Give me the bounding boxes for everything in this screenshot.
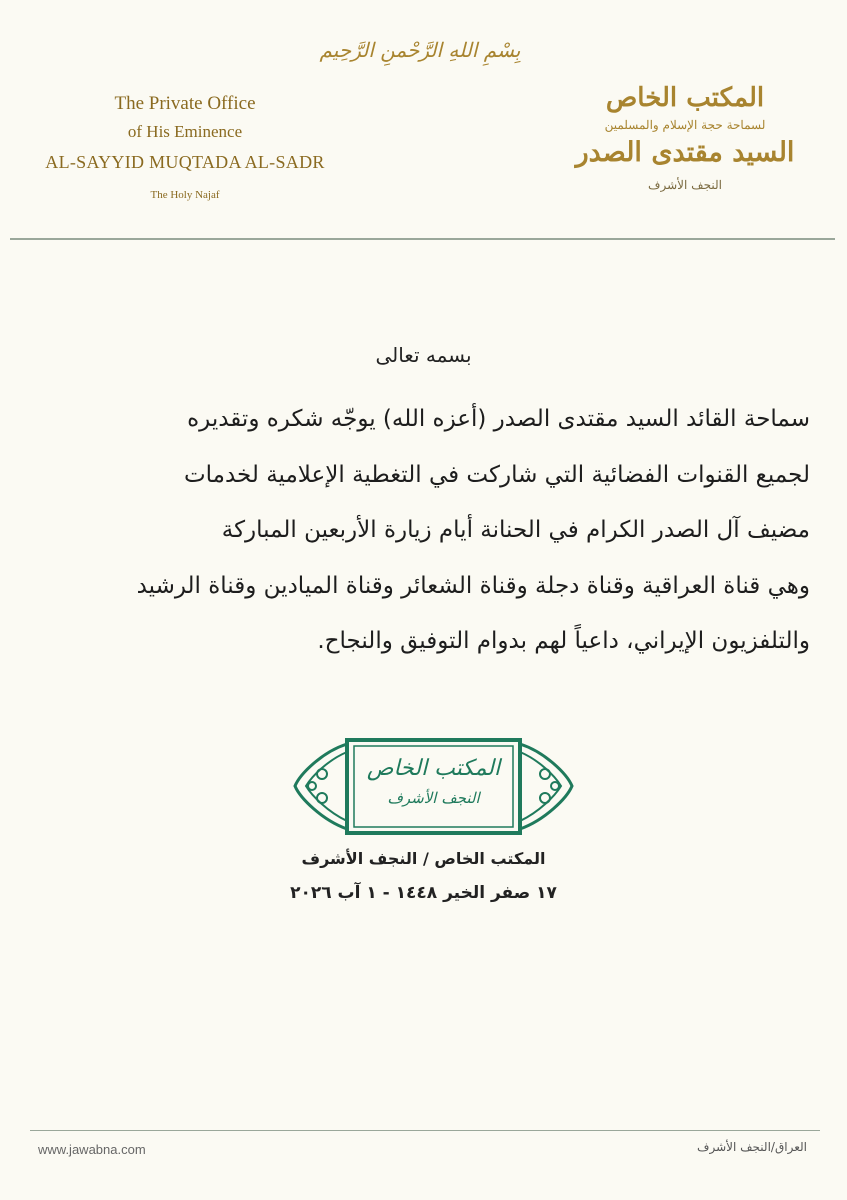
english-letterhead (30, 90, 340, 208)
footer-divider (30, 1130, 820, 1131)
office-seal-stamp (292, 734, 575, 839)
seal-line1: المكتب الخاص (366, 756, 501, 781)
signature-block (0, 842, 847, 910)
seal-text (352, 752, 515, 810)
letter-line: وهي قناة العراقية وقناة دجلة وقناة الشعائر وقناة الميادين وقناة الرشيد (136, 572, 810, 599)
footer-location: العراق/النجف الأشرف (697, 1140, 807, 1154)
letterhead-ar-line1: المكتب الخاص (605, 83, 765, 113)
letter-line: والتلفزيون الإيراني، داعياً لهم بدوام التوفيق والنجاح. (317, 628, 810, 654)
letter-line: لجميع القنوات الفضائية التي شاركت في التغطية الإعلامية لخدمات (184, 461, 810, 488)
signature-office: المكتب الخاص / النجف الأشرف (301, 849, 546, 868)
seal-line2: النجف الأشرف (387, 789, 480, 807)
basmala-calligraphy: بِسْمِ اللهِ الرَّحْمنِ الرَّحِيم (319, 38, 521, 62)
letterhead-en-line1: The Private Office (114, 93, 256, 114)
salutation: بسمه تعالى (375, 343, 472, 367)
letterhead-ar-line4: النجف الأشرف (648, 178, 722, 192)
letterhead-en-line4: The Holy Najaf (150, 189, 220, 201)
arabic-letterhead (560, 80, 810, 198)
letterhead-ar-line3: السيد مقتدى الصدر (575, 137, 795, 168)
letter-line: مضيف آل الصدر الكرام في الحنانة أيام زيارة الأربعين المباركة (221, 517, 810, 543)
footer-website: www.jawabna.com (38, 1142, 146, 1157)
letter-line: سماحة القائد السيد مقتدى الصدر (أعزه الله) يوجّه شكره وتقديره (187, 406, 810, 432)
header-divider (10, 238, 835, 240)
letter-body (30, 396, 810, 674)
signature-date: ١٧ صفر الخير ١٤٤٨ - ١ آب ٢٠٢٦ (290, 883, 557, 903)
letterhead-ar-line2: لسماحة حجة الإسلام والمسلمين (604, 118, 766, 132)
letterhead-en-line3: AL-SAYYID MUQTADA AL-SADR (45, 152, 325, 172)
letterhead-en-line2: of His Eminence (127, 122, 243, 141)
